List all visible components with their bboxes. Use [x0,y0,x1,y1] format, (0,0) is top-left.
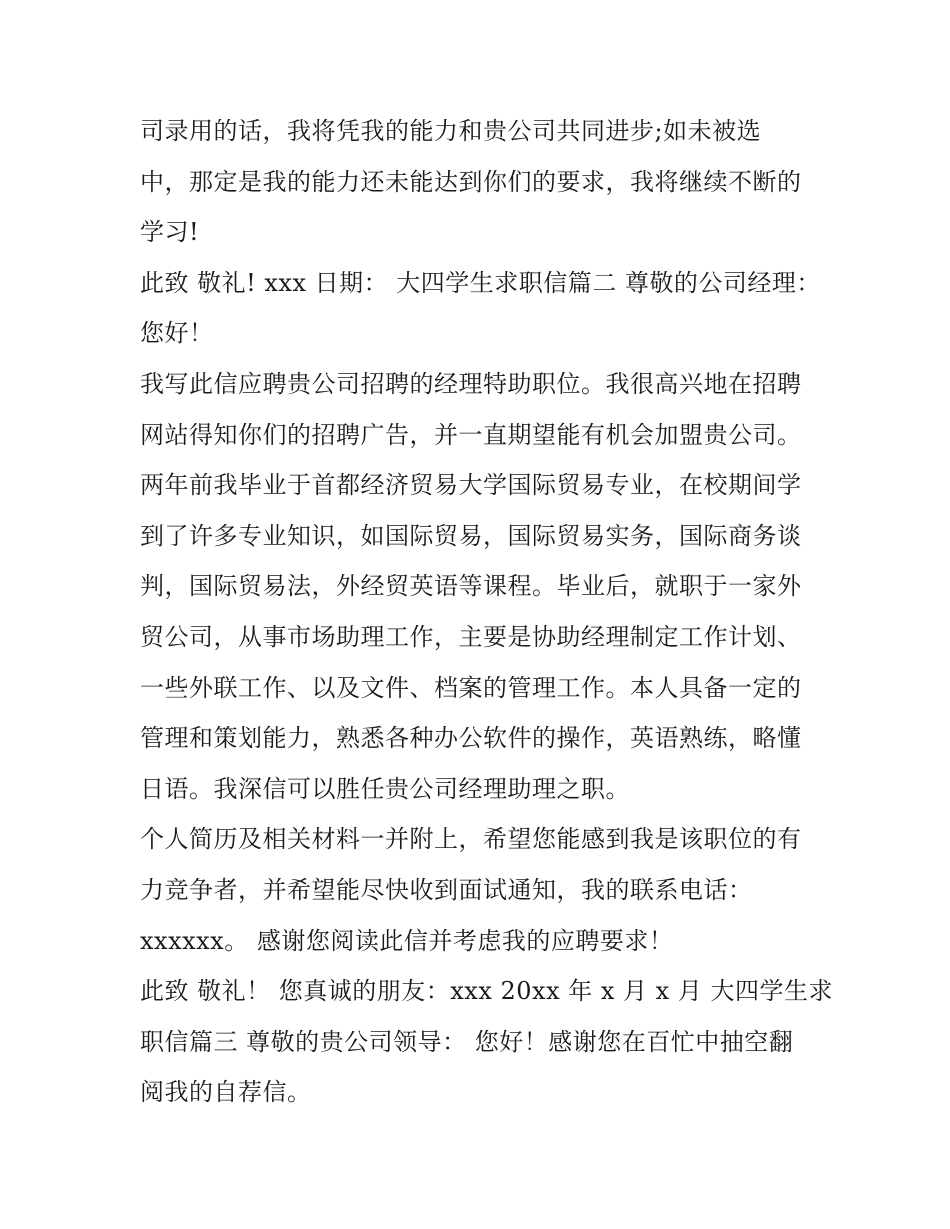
text-line: 到了许多专业知识，如国际贸易，国际贸易实务，国际商务谈 [140,521,802,550]
text-line: 管理和策划能力，熟悉各种办公软件的操作，英语熟练，略懂 [140,724,802,753]
text-line: 我写此信应聘贵公司招聘的经理特助职位。我很高兴地在招聘 [140,369,802,398]
letter-body [140,106,833,1118]
text-line: 学习! [140,218,200,247]
text-line: 贸公司，从事市场助理工作，主要是协助经理制定工作计划、 [140,622,802,651]
text-line: 日语。我深信可以胜任贵公司经理助理之职。 [140,774,630,803]
text-line: 您好！ [140,319,214,348]
text-line: 个人简历及相关材料一并附上，希望您能感到我是该职位的有 [140,825,802,854]
text-line: 网站得知你们的招聘广告，并一直期望能有机会加盟贵公司。 [140,420,802,449]
text-line: 此致 敬礼！ 您真诚的朋友：xxx 20xx 年 x 月 x 月 大四学生求 [140,977,833,1006]
text-line: 司录用的话，我将凭我的能力和贵公司共同进步;如未被选 [140,117,762,145]
text-line: xxxxxx。 感谢您阅读此信并考虑我的应聘要求！ [140,926,674,955]
text-line: 阅我的自荐信。 [140,1078,312,1107]
text-line: 此致 敬礼! xxx 日期： 大四学生求职信篇二 尊敬的公司经理： [140,268,821,297]
text-line: 职信篇三 尊敬的贵公司领导： 您好！感谢您在百忙中抽空翻 [140,1027,794,1056]
text-line: 两年前我毕业于首都经济贸易大学国际贸易专业，在校期间学 [140,471,802,500]
text-line: 一些外联工作、以及文件、档案的管理工作。本人具备一定的 [140,673,802,702]
text-line: 判，国际贸易法，外经贸英语等课程。毕业后，就职于一家外 [140,572,802,601]
text-line: 力竞争者，并希望能尽快收到面试通知，我的联系电话： [140,875,753,904]
text-line: 中，那定是我的能力还未能达到你们的要求，我将继续不断的 [140,167,802,196]
